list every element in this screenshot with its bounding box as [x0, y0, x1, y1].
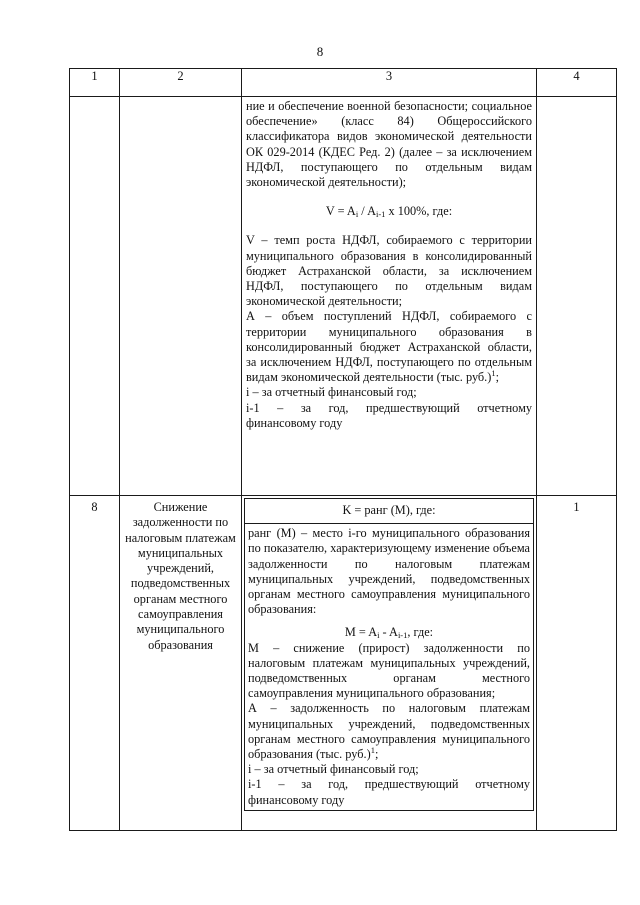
row1-name-cell — [120, 97, 242, 496]
header-col-3: 3 — [242, 69, 537, 97]
table-header-row — [70, 69, 617, 97]
row1-score-cell — [537, 97, 617, 496]
row2-indicator-name: Снижение задолженности по налоговым платежам муниципальных учреждений, подведомственных органам местного самоуправления муниципального образования — [120, 496, 242, 831]
row2-definition-i-1: i-1 – за год, предшествующий отчетному финансовому году — [248, 777, 530, 807]
row1-definition-a: А – объем поступлений НДФЛ, собираемого с территории муниципального образования в консолидированный бюджет Астраханской области, за исключением НДФЛ, поступающего по отдельным видам экономической деятельности (тыс. руб.)$^1$; — [246, 309, 532, 385]
row2-score-cell: 1 — [537, 496, 617, 831]
header-col-2: 2 — [120, 69, 242, 97]
row1-intro-paragraph: ние и обеспечение военной безопасности; социальное обеспечение» (класс 84) Общероссийского классификатора видов экономической деятельности ОК 029-2014 (КДЕС Ред. 2) (далее – за исключением НДФЛ, поступающего по отдельным видам экономической деятельности); — [246, 99, 532, 190]
row2-definition-m: M – снижение (прирост) задолженности по налоговым платежам муниципальных учреждений, подведомственных органам местного самоуправления муниципального образования; — [248, 640, 530, 701]
row2-number-cell: 8 — [70, 496, 120, 831]
row2-method-box — [244, 524, 534, 811]
row2-method-cell — [242, 496, 537, 831]
row2-formula-m: $M = A_i - A_{i-1}$, где: — [344, 625, 434, 641]
row2-definition-rank: ранг (M) – место i-го муниципального образования по показателю, характеризующему изменение объема задолженности по налоговым платежам муниципальных учреждений, подведомственных органам местного самоуправления муниципального образования: — [248, 526, 530, 617]
row2-definition-i: i – за отчетный финансовый год; — [248, 762, 419, 777]
table-row — [70, 97, 617, 496]
row1-number-cell — [70, 97, 120, 496]
row1-definition-v: V – темп роста НДФЛ, собираемого с территории муниципального образования в консолидированный бюджет Астраханской области, за исключением НДФЛ, поступающего по отдельным видам экономической деятельности; — [246, 233, 532, 309]
header-col-4: 4 — [537, 69, 617, 97]
row2-formula-k-box — [244, 498, 534, 524]
row2-formula-k: K = ранг (M), где: — [342, 503, 436, 517]
row1-formula-v: $V = A_i / A_{i-1}$ x 100%, где: — [325, 204, 453, 220]
row2-definition-a: А – задолженность по налоговым платежам муниципальных учреждений, подведомственных органам местного самоуправления муниципального образования (тыс. руб.)$^1$; — [248, 701, 530, 762]
page-number: 8 — [316, 44, 324, 59]
header-col-1: 1 — [70, 69, 120, 97]
row1-method-cell — [242, 97, 537, 496]
row1-definition-i-1: i-1 – за год, предшествующий отчетному финансовому году — [246, 400, 532, 430]
row1-definition-i: i – за отчетный финансовый год; — [246, 385, 417, 400]
criteria-table — [69, 68, 617, 831]
table-row — [70, 496, 617, 831]
